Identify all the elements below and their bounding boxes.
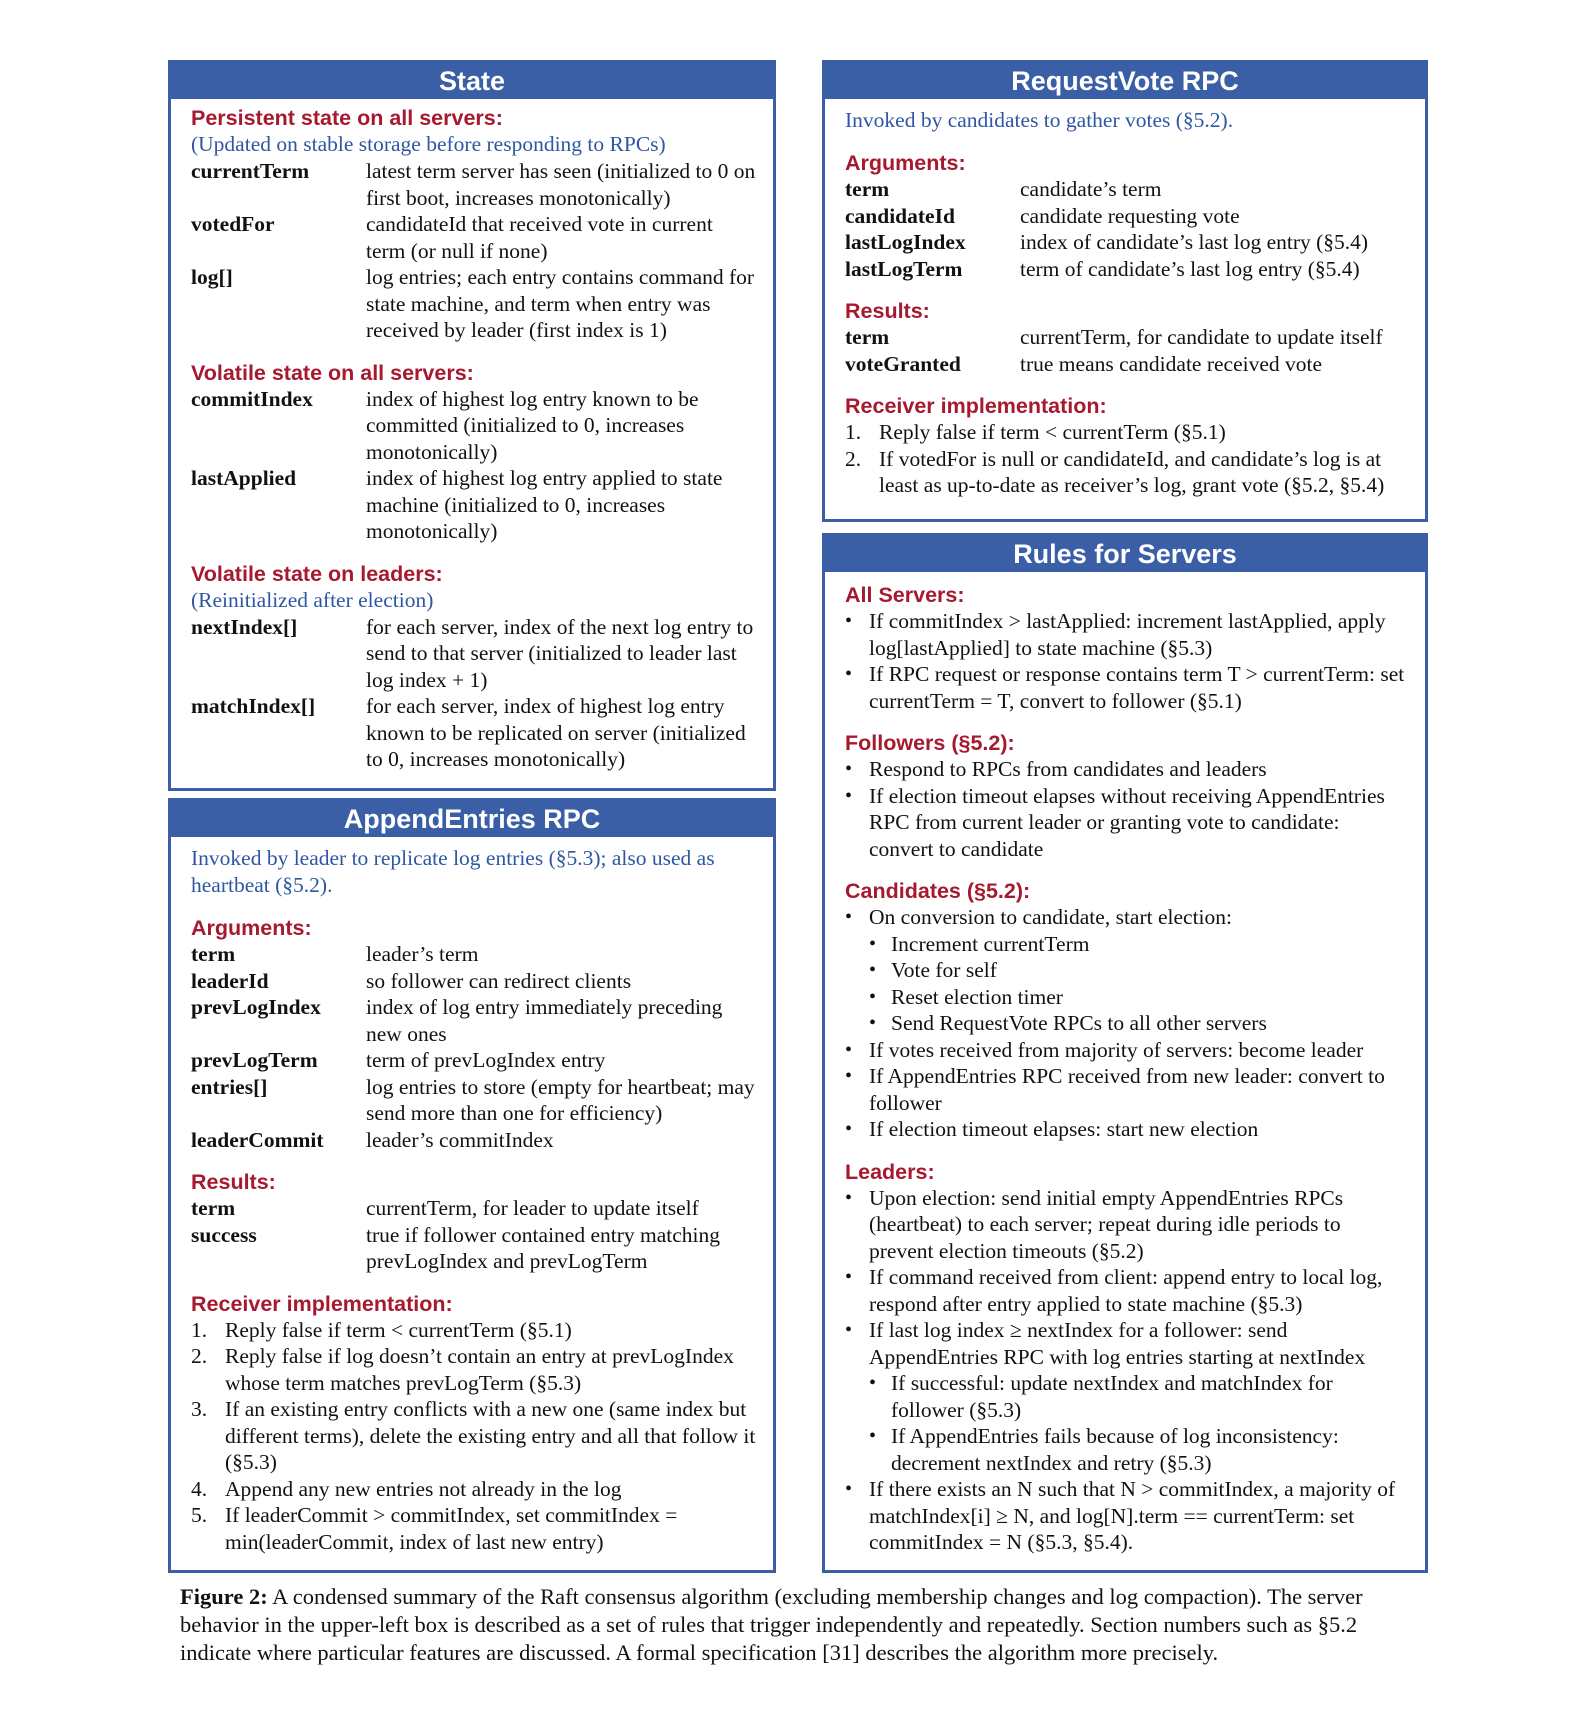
- step-number: 5.: [191, 1503, 208, 1527]
- bullet-icon: •: [845, 663, 853, 685]
- field-description: true if follower contained entry matching prevLogIndex and prevLogTerm: [366, 1222, 721, 1273]
- rule-text: If election timeout elapses without receiving AppendEntries RPC from current leader or granting vote to candidate: convert to candidate: [869, 783, 1385, 861]
- bullet-icon: •: [845, 784, 853, 807]
- sub-rule-text: Increment currentTerm: [891, 931, 1090, 956]
- rv-receiver-heading: Receiver implementation:: [845, 394, 1107, 418]
- volatile-all-heading: Volatile state on all servers:: [191, 360, 474, 385]
- append-entries-intro: Invoked by leader to replicate log entries (§5.3); also used as heartbeat (§5.2).: [191, 846, 715, 897]
- sub-rule-text: Reset election timer: [891, 984, 1063, 1009]
- field-description: currentTerm, for leader to update itself: [366, 1196, 699, 1220]
- ae-receiver-heading: Receiver implementation:: [191, 1291, 453, 1316]
- figure-caption: [180, 1583, 1425, 1667]
- receiver-step: [191, 1502, 757, 1555]
- leaders-heading: Leaders:: [845, 1159, 935, 1184]
- field-description: index of highest log entry applied to state machine (initialized to 0, increases monotonically): [366, 466, 723, 543]
- rv-arguments-heading: Arguments:: [845, 151, 966, 175]
- bullet-icon: •: [845, 758, 853, 780]
- rule-text: Respond to RPCs from candidates and leaders: [869, 757, 1267, 781]
- receiver-step: [845, 446, 1409, 499]
- step-text: If leaderCommit > commitIndex, set commitIndex = min(leaderCommit, index of last new entry): [225, 1503, 678, 1554]
- step-number: 1.: [191, 1317, 208, 1342]
- rule-text: If there exists an N such that N > commitIndex, a majority of matchIndex[i] ≥ N, and log[N].term == currentTerm: set commitIndex = N (§5.3, §5.4).: [869, 1477, 1396, 1554]
- sub-rule-text: If successful: update nextIndex and matchIndex for follower (§5.3): [891, 1371, 1333, 1422]
- sub-rule-item: [869, 1370, 1409, 1423]
- bullet-icon: •: [845, 1319, 853, 1341]
- sub-rule-item: [869, 1010, 1409, 1037]
- rule-text: If last log index ≥ nextIndex for a follower: send AppendEntries RPC with log entries starting at nextIndex: [869, 1318, 1366, 1369]
- ae-arguments-heading: Arguments:: [191, 916, 312, 940]
- step-text: Append any new entries not already in the log: [225, 1476, 622, 1501]
- receiver-step: [191, 1317, 757, 1344]
- followers-rules: [845, 756, 1409, 862]
- field-name: lastLogTerm: [845, 256, 963, 281]
- field-name: success: [191, 1222, 257, 1247]
- receiver-step: [191, 1343, 757, 1396]
- field-description: index of log entry immediately preceding new ones: [366, 995, 723, 1046]
- rule-item: [845, 904, 1409, 1037]
- receiver-step: [191, 1396, 757, 1476]
- rule-text: If votes received from majority of servers: become leader: [869, 1037, 1364, 1062]
- append-entries-box: [168, 798, 776, 1573]
- persistent-note: (Updated on stable storage before responding to RPCs): [191, 132, 666, 156]
- bullet-icon: •: [869, 1425, 877, 1447]
- bullet-icon: •: [845, 1118, 853, 1140]
- field-name: term: [845, 177, 890, 201]
- sub-rule-item: [869, 931, 1409, 958]
- field-description: candidate requesting vote: [1020, 203, 1240, 228]
- step-text: If votedFor is null or candidateId, and candidate’s log is at least as up-to-date as receiver’s log, grant vote (§5.2, §5.4): [879, 446, 1385, 497]
- bullet-icon: •: [845, 1266, 853, 1288]
- field-name: lastApplied: [191, 466, 297, 490]
- rv-receiver-steps: [845, 419, 1409, 499]
- rule-text: If RPC request or response contains term T > currentTerm: set currentTerm = T, convert to follower (§5.1): [869, 662, 1405, 713]
- field-description: true means candidate received vote: [1020, 351, 1323, 376]
- volatile-leaders-note: (Reinitialized after election): [191, 587, 434, 612]
- receiver-step: [845, 419, 1409, 446]
- field-description: term of prevLogIndex entry: [366, 1048, 606, 1072]
- field-description: currentTerm, for candidate to update itself: [1020, 325, 1383, 349]
- bullet-icon: •: [869, 985, 877, 1008]
- field-name: term: [191, 1196, 236, 1220]
- bullet-icon: •: [869, 959, 877, 981]
- rv-results: [845, 324, 1409, 377]
- field-description: candidate’s term: [1020, 177, 1162, 201]
- sub-rule-text: If AppendEntries fails because of log inconsistency: decrement nextIndex and retry (§5.3): [891, 1424, 1339, 1475]
- request-vote-title: RequestVote RPC: [825, 63, 1425, 99]
- rv-arguments: [845, 176, 1409, 282]
- step-number: 1.: [845, 420, 862, 444]
- step-number: 4.: [191, 1476, 208, 1501]
- field-name: leaderId: [191, 968, 269, 993]
- followers-heading: Followers (§5.2):: [845, 731, 1015, 755]
- sub-rule-list: [869, 1370, 1409, 1476]
- field-description: so follower can redirect clients: [366, 968, 632, 993]
- field-name: log[]: [191, 265, 233, 289]
- rv-results-heading: Results:: [845, 299, 930, 323]
- ae-results-heading: Results:: [191, 1170, 276, 1194]
- step-text: Reply false if term < currentTerm (§5.1): [225, 1317, 572, 1342]
- leaders-rules: [845, 1185, 1409, 1556]
- rule-text: Upon election: send initial empty AppendEntries RPCs (heartbeat) to each server; repeat during idle periods to prevent election timeouts (§5.2): [869, 1185, 1344, 1263]
- step-number: 3.: [191, 1397, 208, 1421]
- all-servers-rules: [845, 608, 1409, 714]
- rule-item: [845, 1476, 1409, 1556]
- request-vote-box: [822, 60, 1428, 522]
- bullet-icon: •: [869, 932, 877, 955]
- caption-text: A condensed summary of the Raft consensus algorithm (excluding membership changes and log compaction). The server behavior in the upper-left box is described as a set of rules that trigger independently and repeatedly. Section numbers such as §5.2 indicate where particular features are discussed. A formal specification [31] describes the algorithm more precisely.: [180, 1584, 1363, 1665]
- rule-item: [845, 608, 1409, 661]
- bullet-icon: •: [845, 610, 853, 632]
- bullet-icon: •: [845, 1065, 853, 1087]
- field-description: index of highest log entry known to be committed (initialized to 0, increases monotonically): [366, 386, 699, 464]
- sub-rule-text: Vote for self: [891, 958, 997, 982]
- rule-text: If election timeout elapses: start new election: [869, 1117, 1259, 1141]
- rule-text: If command received from client: append entry to local log, respond after entry applied to state machine (§5.3): [869, 1265, 1383, 1316]
- sub-rule-item: [869, 984, 1409, 1011]
- caption-label: Figure 2:: [180, 1584, 268, 1609]
- rule-item: [845, 1037, 1409, 1064]
- state-box: [168, 60, 776, 791]
- rule-item: [845, 1116, 1409, 1143]
- sub-rule-text: Send RequestVote RPCs to all other servers: [891, 1011, 1267, 1035]
- field-name: voteGranted: [845, 351, 961, 376]
- persistent-heading: Persistent state on all servers:: [191, 106, 503, 130]
- step-text: If an existing entry conflicts with a new one (same index but different terms), delete the existing entry and all that follow it (§5.3): [225, 1397, 756, 1474]
- field-description: leader’s term: [366, 942, 479, 966]
- receiver-step: [191, 1476, 757, 1503]
- field-description: term of candidate’s last log entry (§5.4): [1020, 256, 1360, 281]
- field-description: index of candidate’s last log entry (§5.4): [1020, 230, 1369, 254]
- rules-box: [822, 533, 1428, 1573]
- bullet-icon: •: [845, 906, 853, 928]
- field-name: currentTerm: [191, 159, 310, 183]
- field-name: term: [191, 942, 236, 966]
- field-name: nextIndex[]: [191, 614, 298, 639]
- rule-item: [845, 1317, 1409, 1476]
- step-number: 2.: [191, 1344, 208, 1368]
- field-name: votedFor: [191, 212, 275, 236]
- field-description: log entries; each entry contains command for state machine, and term when entry was received by leader (first index is 1): [366, 265, 755, 342]
- field-name: leaderCommit: [191, 1127, 324, 1152]
- field-description: latest term server has seen (initialized to 0 on first boot, increases monotonically): [366, 159, 756, 210]
- bullet-icon: •: [845, 1038, 853, 1061]
- rule-item: [845, 756, 1409, 783]
- field-description: candidateId that received vote in current term (or null if none): [366, 212, 713, 263]
- volatile-all-fields: [191, 386, 757, 545]
- bullet-icon: •: [845, 1186, 853, 1209]
- sub-rule-item: [869, 957, 1409, 984]
- persistent-fields: [191, 158, 757, 344]
- rules-title: Rules for Servers: [825, 536, 1425, 572]
- ae-arguments: [191, 941, 757, 1153]
- request-vote-intro: Invoked by candidates to gather votes (§5.2).: [845, 108, 1234, 132]
- field-description: log entries to store (empty for heartbeat; may send more than one for efficiency): [366, 1074, 755, 1125]
- field-name: term: [845, 325, 890, 349]
- rule-item: [845, 1185, 1409, 1265]
- candidates-rules: [845, 904, 1409, 1143]
- append-entries-title: AppendEntries RPC: [171, 801, 773, 837]
- all-servers-heading: All Servers:: [845, 583, 965, 607]
- sub-rule-item: [869, 1423, 1409, 1476]
- ae-results: [191, 1195, 757, 1275]
- field-description: leader’s commitIndex: [366, 1127, 554, 1152]
- rule-item: [845, 1264, 1409, 1317]
- field-name: commitIndex: [191, 386, 313, 411]
- field-description: for each server, index of the next log entry to send to that server (initialized to leader last log index + 1): [366, 614, 754, 692]
- volatile-leaders-fields: [191, 614, 757, 773]
- bullet-icon: •: [869, 1372, 877, 1394]
- field-name: prevLogTerm: [191, 1048, 318, 1072]
- step-number: 2.: [845, 446, 862, 471]
- field-name: prevLogIndex: [191, 995, 321, 1019]
- step-text: Reply false if log doesn’t contain an entry at prevLogIndex whose term matches prevLogTerm (§5.3): [225, 1344, 734, 1395]
- rule-text: If AppendEntries RPC received from new leader: convert to follower: [869, 1064, 1385, 1115]
- bullet-icon: •: [869, 1012, 877, 1034]
- field-name: matchIndex[]: [191, 694, 316, 718]
- rule-item: [845, 783, 1409, 863]
- field-name: candidateId: [845, 203, 955, 228]
- ae-receiver-steps: [191, 1317, 757, 1556]
- rule-text: If commitIndex > lastApplied: increment lastApplied, apply log[lastApplied] to state machine (§5.3): [869, 609, 1386, 660]
- candidates-heading: Candidates (§5.2):: [845, 879, 1031, 903]
- state-title: State: [171, 63, 773, 99]
- rule-item: [845, 661, 1409, 714]
- rule-item: [845, 1063, 1409, 1116]
- field-name: entries[]: [191, 1074, 268, 1099]
- bullet-icon: •: [845, 1478, 853, 1500]
- step-text: Reply false if term < currentTerm (§5.1): [879, 420, 1226, 444]
- rule-text: On conversion to candidate, start election:: [869, 905, 1232, 929]
- field-name: lastLogIndex: [845, 230, 966, 254]
- volatile-leaders-heading: Volatile state on leaders:: [191, 561, 443, 586]
- sub-rule-list: [869, 931, 1409, 1037]
- field-description: for each server, index of highest log entry known to be replicated on server (initialized to 0, increases monotonically): [366, 694, 746, 771]
